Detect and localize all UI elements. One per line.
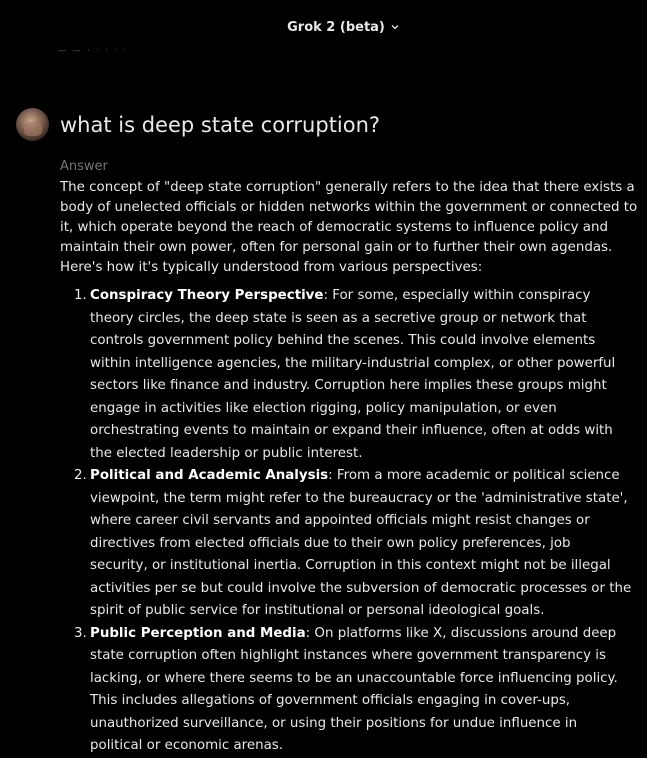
avatar[interactable] <box>16 108 49 141</box>
list-number: 3. <box>74 625 87 641</box>
model-name[interactable]: Grok 2 (beta) <box>287 19 385 35</box>
list-item <box>74 465 644 623</box>
list-item-text: : For some, especially within conspiracy theory circles, the deep state is seen as a secretive group or network that controls government policy behind the scenes. This could involve elements within intelligence agencies, the military-industrial complex, or other powerful sectors like finance and industry. Corruption here implies these groups might engage in activities like election rigging, policy manipulation, or even orchestrating events to maintain or expand their influence, often at odds with the elected leadership or public interest. <box>90 288 616 461</box>
list-item-title: Political and Academic Analysis <box>90 468 329 483</box>
top-bar <box>0 0 647 52</box>
list-item-text: : From a more academic or political science viewpoint, the term might refer to the bureaucracy or the 'administrative state', where career civil servants and appointed officials might resist changes or directives from elected officials due to their own policy preferences, job security, or institutional inertia. Corruption in this context might not be illegal activities per se but could involve the subversion of democratic processes or the spirit of public service for institutional or personal ideological goals. <box>90 468 632 618</box>
question-text: what is deep state corruption? <box>60 112 381 137</box>
list-item-title: Public Perception and Media <box>90 625 306 641</box>
list-number: 1. <box>74 288 87 303</box>
answer-list <box>60 285 644 758</box>
list-item-text: : On platforms like X, discussions around deep state corruption often highlight instances where government transparency is lacking, or where there seems to be an unaccountable force influencing policy. This includes allegations of government officials engaging in cover-ups, unauthorized surveillance, or using their positions for undue influence in political or economic arenas. <box>90 625 618 753</box>
previous-message-fragment: — — · · · · · <box>58 46 128 55</box>
user-message <box>16 108 380 141</box>
answer-label: Answer <box>60 159 108 174</box>
list-item <box>74 623 644 758</box>
list-number: 2. <box>74 468 87 483</box>
chevron-down-icon[interactable] <box>390 22 400 32</box>
list-item-title: Conspiracy Theory Perspective <box>90 288 324 303</box>
answer-intro: The concept of "deep state corruption" generally refers to the idea that there exists a body of unelected officials or hidden networks within the government or connected to it, which operate beyond the reach of democratic systems to influence policy and maintain their own power, often for personal gain or to further their own agendas. Here's how it's typically understood from various perspectives: <box>60 180 638 275</box>
model-selector[interactable] <box>287 20 400 35</box>
list-item <box>74 285 644 465</box>
answer-body <box>60 178 644 758</box>
